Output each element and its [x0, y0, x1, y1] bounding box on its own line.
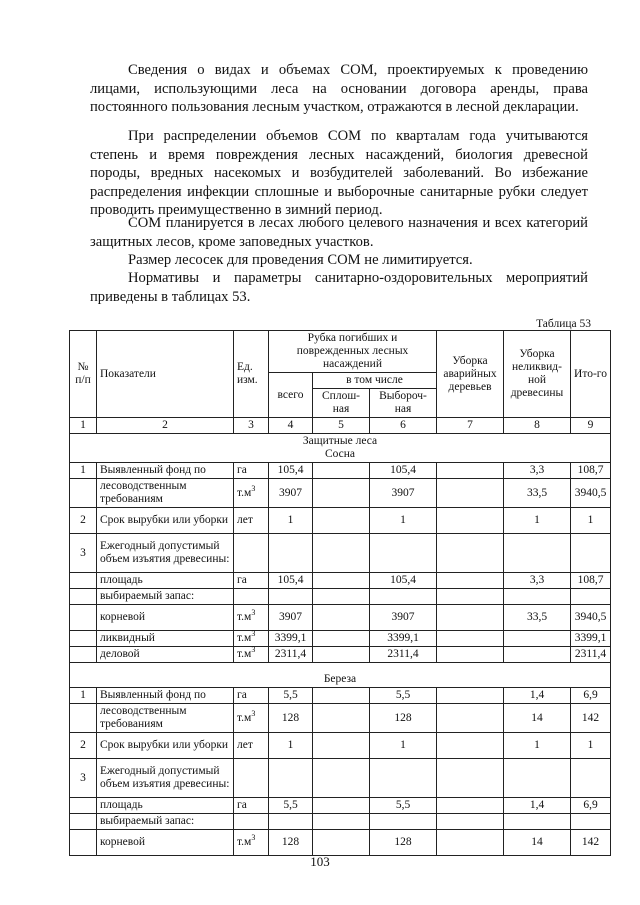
- cell-sel: 5,5: [370, 688, 437, 704]
- header-row-1: [70, 331, 611, 373]
- row-unit: [234, 605, 269, 631]
- cell-nonliq: 1,4: [504, 798, 571, 814]
- table-row: [70, 463, 611, 479]
- cell-cleanup: [437, 605, 504, 631]
- row-num: [70, 798, 97, 814]
- cell-clear: [313, 479, 370, 508]
- header-felling: Рубка погибших и поврежденных лесных насаждений: [269, 331, 437, 373]
- cell-sum: [571, 814, 611, 830]
- col-number: 2: [97, 418, 234, 434]
- table-row: [70, 573, 611, 589]
- cell-clear: [313, 534, 370, 573]
- species-title-birch-text: Береза: [323, 673, 357, 685]
- row-num: [70, 605, 97, 631]
- header-num: № п/п: [70, 331, 97, 418]
- cell-sum: 142: [571, 830, 611, 856]
- row-label: ликвидный: [97, 631, 234, 647]
- cell-cleanup: [437, 534, 504, 573]
- cell-total: 105,4: [269, 573, 313, 589]
- unit-text: т.м: [237, 836, 252, 848]
- unit-text: лет: [237, 739, 253, 751]
- cell-total: 1: [269, 508, 313, 534]
- cell-sel: 1: [370, 508, 437, 534]
- row-num: 1: [70, 463, 97, 479]
- col-number: 9: [571, 418, 611, 434]
- cell-nonliq: [504, 759, 571, 798]
- cell-nonliq: 33,5: [504, 479, 571, 508]
- cell-nonliq: [504, 534, 571, 573]
- cell-sum: 3940,5: [571, 605, 611, 631]
- cell-cleanup: [437, 463, 504, 479]
- header-sum: Ито-го: [571, 331, 611, 418]
- cell-cleanup: [437, 647, 504, 663]
- table-row: [70, 508, 611, 534]
- cell-sum: [571, 759, 611, 798]
- cell-clear: [313, 508, 370, 534]
- row-num: 3: [70, 534, 97, 573]
- cube-superscript: 3: [251, 629, 256, 639]
- cell-cleanup: [437, 688, 504, 704]
- cell-total: 1: [269, 733, 313, 759]
- cell-nonliq: 1: [504, 733, 571, 759]
- cell-sel: 3907: [370, 605, 437, 631]
- col-number: 6: [370, 418, 437, 434]
- row-num: [70, 631, 97, 647]
- cell-cleanup: [437, 830, 504, 856]
- cell-cleanup: [437, 573, 504, 589]
- header-selective: Выбороч-ная: [370, 389, 437, 418]
- unit-text: т.м: [237, 486, 252, 499]
- table-row: [70, 733, 611, 759]
- cube-superscript: 3: [251, 608, 256, 618]
- table-row: [70, 759, 611, 798]
- cell-clear: [313, 759, 370, 798]
- cell-total: 3399,1: [269, 631, 313, 647]
- table-row: [70, 647, 611, 663]
- cell-total: [269, 814, 313, 830]
- cell-sum: 3940,5: [571, 479, 611, 508]
- cell-cleanup: [437, 798, 504, 814]
- cell-sel: [370, 589, 437, 605]
- cell-nonliq: [504, 814, 571, 830]
- table-row: [70, 798, 611, 814]
- unit-text: га: [237, 574, 247, 586]
- cell-total: [269, 589, 313, 605]
- header-total: всего: [269, 373, 313, 418]
- row-label: Ежегодный допустимый объем изъятия древесины:: [97, 759, 234, 798]
- birch-rows: [70, 688, 611, 856]
- row-label: Ежегодный допустимый объем изъятия древесины:: [97, 534, 234, 573]
- cell-sel: 105,4: [370, 463, 437, 479]
- cell-clear: [313, 733, 370, 759]
- header-cleanup: Уборка аварийных деревьев: [437, 331, 504, 418]
- table-row: [70, 631, 611, 647]
- cell-nonliq: 3,3: [504, 463, 571, 479]
- cell-sel: 2311,4: [370, 647, 437, 663]
- table-row: [70, 589, 611, 605]
- row-num: [70, 647, 97, 663]
- unit-text: га: [237, 464, 247, 476]
- cell-nonliq: 33,5: [504, 605, 571, 631]
- cell-cleanup: [437, 704, 504, 733]
- row-label: Выявленный фонд по: [97, 688, 234, 704]
- row-unit: [234, 463, 269, 479]
- cell-sum: 6,9: [571, 798, 611, 814]
- cell-cleanup: [437, 733, 504, 759]
- row-label: лесоводственным требованиям: [97, 704, 234, 733]
- cell-sum: [571, 589, 611, 605]
- row-unit: [234, 704, 269, 733]
- species-title-pine: Сосна: [324, 448, 356, 460]
- cell-nonliq: [504, 589, 571, 605]
- table-row: [70, 534, 611, 573]
- cell-sel: 128: [370, 830, 437, 856]
- cell-sum: 1: [571, 733, 611, 759]
- row-num: 2: [70, 508, 97, 534]
- cell-sum: 3399,1: [571, 631, 611, 647]
- section-title-text: Защитные леса: [302, 435, 378, 447]
- cell-cleanup: [437, 508, 504, 534]
- header-indicator: Показатели: [97, 331, 234, 418]
- col-number: 4: [269, 418, 313, 434]
- cell-sum: [571, 534, 611, 573]
- species-title-birch: [70, 663, 611, 688]
- cell-sum: 1: [571, 508, 611, 534]
- row-num: 1: [70, 688, 97, 704]
- section-row: [70, 434, 611, 463]
- row-label: корневой: [97, 830, 234, 856]
- cell-sum: 108,7: [571, 463, 611, 479]
- cell-total: [269, 534, 313, 573]
- cell-sum: 6,9: [571, 688, 611, 704]
- row-label: выбираемый запас:: [97, 589, 234, 605]
- cell-nonliq: 1: [504, 508, 571, 534]
- unit-text: га: [237, 799, 247, 811]
- row-unit: [234, 573, 269, 589]
- cell-sel: 3907: [370, 479, 437, 508]
- species-row-birch: [70, 663, 611, 688]
- paragraph-4: Размер лесосек для проведения СОМ не лимитируется.: [128, 252, 473, 268]
- row-num: [70, 830, 97, 856]
- row-unit: [234, 479, 269, 508]
- cell-total: 128: [269, 830, 313, 856]
- cell-sum: 2311,4: [571, 647, 611, 663]
- cell-sel: 3399,1: [370, 631, 437, 647]
- cell-clear: [313, 688, 370, 704]
- col-number: 1: [70, 418, 97, 434]
- row-label: лесоводственным требованиям: [97, 479, 234, 508]
- row-unit: [234, 759, 269, 798]
- row-num: 2: [70, 733, 97, 759]
- row-unit: [234, 589, 269, 605]
- col-number: 3: [234, 418, 269, 434]
- row-num: [70, 589, 97, 605]
- row-unit: [234, 830, 269, 856]
- row-label: корневой: [97, 605, 234, 631]
- row-num: [70, 814, 97, 830]
- cell-clear: [313, 573, 370, 589]
- cell-sel: 128: [370, 704, 437, 733]
- cell-nonliq: 14: [504, 830, 571, 856]
- unit-text: га: [237, 689, 247, 701]
- cell-nonliq: [504, 647, 571, 663]
- cell-sel: [370, 534, 437, 573]
- cell-clear: [313, 798, 370, 814]
- column-numbers-row: [70, 418, 611, 434]
- page-number: 103: [310, 854, 330, 869]
- pine-rows: [70, 463, 611, 663]
- cell-clear: [313, 605, 370, 631]
- cell-clear: [313, 830, 370, 856]
- header-nonliquid: Уборка неликвид-ной древесины: [504, 331, 571, 418]
- col-number: 7: [437, 418, 504, 434]
- cell-total: 105,4: [269, 463, 313, 479]
- row-num: [70, 573, 97, 589]
- paragraph-1: Сведения о видах и объемах СОМ, проектируемых к проведению лицами, использующими леса на основании договора аренды, права постоянного пользования лесным участком, отражаются в лесной декларации.: [90, 62, 588, 116]
- cell-nonliq: 14: [504, 704, 571, 733]
- row-label: деловой: [97, 647, 234, 663]
- cube-superscript: 3: [251, 645, 256, 655]
- cell-sel: 105,4: [370, 573, 437, 589]
- row-label: площадь: [97, 573, 234, 589]
- paragraph-2: При распределении объемов СОМ по кварталам года учитываются степень и время повреждения лесных насаждений, биология древесной породы, вредных насекомых и возбудителей заболеваний. Во избежание распределения инфекции сплошные и выборочные санитарные рубки следует проводить преимущественно в зимний период.: [90, 128, 588, 219]
- cell-sel: [370, 759, 437, 798]
- cell-clear: [313, 814, 370, 830]
- paragraph-5: Нормативы и параметры санитарно-оздоровительных мероприятий приведены в таблицах 53.: [90, 270, 588, 305]
- sanitary-measures-table: [69, 330, 611, 856]
- row-label: площадь: [97, 798, 234, 814]
- cell-cleanup: [437, 759, 504, 798]
- unit-text: т.м: [237, 632, 252, 644]
- cell-total: 3907: [269, 605, 313, 631]
- cube-superscript: 3: [251, 833, 256, 843]
- cell-nonliq: 3,3: [504, 573, 571, 589]
- unit-text: т.м: [237, 648, 252, 660]
- cell-nonliq: [504, 631, 571, 647]
- row-unit: [234, 631, 269, 647]
- col-number: 5: [313, 418, 370, 434]
- cell-cleanup: [437, 814, 504, 830]
- unit-text: лет: [237, 514, 253, 526]
- cell-clear: [313, 647, 370, 663]
- row-unit: [234, 688, 269, 704]
- row-unit: [234, 647, 269, 663]
- cell-total: 3907: [269, 479, 313, 508]
- cell-clear: [313, 704, 370, 733]
- cell-total: 2311,4: [269, 647, 313, 663]
- col-number: 8: [504, 418, 571, 434]
- paragraph-3: СОМ планируется в лесах любого целевого назначения и всех категорий защитных лесов, кроме заповедных участков.: [90, 215, 588, 250]
- unit-text: т.м: [237, 711, 252, 724]
- cell-sum: 108,7: [571, 573, 611, 589]
- row-label: выбираемый запас:: [97, 814, 234, 830]
- cube-superscript: 3: [251, 708, 256, 718]
- unit-text: т.м: [237, 611, 252, 623]
- row-unit: [234, 733, 269, 759]
- row-label: Срок вырубки или уборки: [97, 508, 234, 534]
- row-unit: [234, 508, 269, 534]
- table-row: [70, 479, 611, 508]
- table-row: [70, 605, 611, 631]
- cell-cleanup: [437, 479, 504, 508]
- cell-sel: 1: [370, 733, 437, 759]
- cell-total: 5,5: [269, 688, 313, 704]
- section-title: [70, 434, 611, 463]
- cell-sum: 142: [571, 704, 611, 733]
- table-row: [70, 688, 611, 704]
- row-label: Выявленный фонд по: [97, 463, 234, 479]
- cell-clear: [313, 463, 370, 479]
- cell-clear: [313, 589, 370, 605]
- cell-clear: [313, 631, 370, 647]
- header-incl: в том числе: [313, 373, 437, 389]
- cell-total: [269, 759, 313, 798]
- row-unit: [234, 814, 269, 830]
- row-label: Срок вырубки или уборки: [97, 733, 234, 759]
- cell-total: 5,5: [269, 798, 313, 814]
- cell-cleanup: [437, 631, 504, 647]
- table-row: [70, 814, 611, 830]
- header-unit: Ед. изм.: [234, 331, 269, 418]
- cell-nonliq: 1,4: [504, 688, 571, 704]
- cell-sel: 5,5: [370, 798, 437, 814]
- row-unit: [234, 534, 269, 573]
- cell-total: 128: [269, 704, 313, 733]
- table-row: [70, 704, 611, 733]
- row-unit: [234, 798, 269, 814]
- row-num: [70, 479, 97, 508]
- row-num: [70, 704, 97, 733]
- cell-sel: [370, 814, 437, 830]
- table-row: [70, 830, 611, 856]
- cube-superscript: 3: [251, 483, 256, 493]
- header-clear: Сплош-ная: [313, 389, 370, 418]
- cell-cleanup: [437, 589, 504, 605]
- table-caption: Таблица 53: [536, 318, 591, 330]
- row-num: 3: [70, 759, 97, 798]
